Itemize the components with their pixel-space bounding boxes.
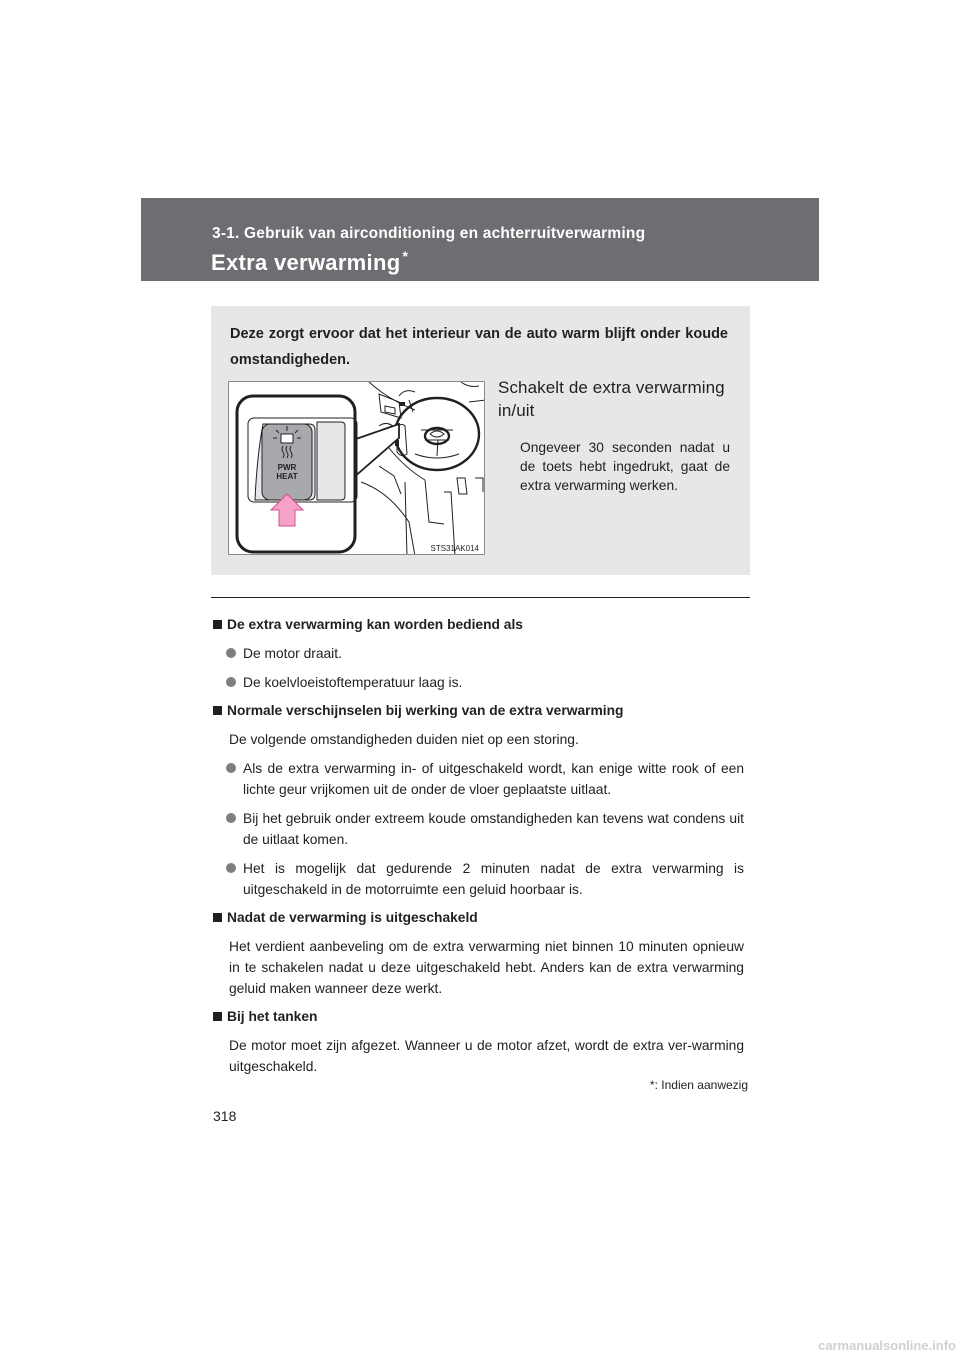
page-title <box>211 248 408 276</box>
footnote-text: : Indien aanwezig <box>654 1078 748 1092</box>
page-number: 318 <box>213 1108 237 1124</box>
list-item <box>213 672 744 693</box>
callout-title: Schakelt de extra verwarming in/uit <box>498 378 725 420</box>
square-bullet-icon <box>213 706 222 715</box>
list-item <box>213 808 744 850</box>
round-bullet-icon <box>226 648 236 658</box>
heading-text: De extra verwarming kan worden bediend als <box>227 617 523 632</box>
round-bullet-icon <box>226 813 236 823</box>
heading-text: Nadat de verwarming is uitgeschakeld <box>227 910 478 925</box>
paragraph: De motor moet zijn afgezet. Wanneer u de motor afzet, wordt de extra ver-warming uitgeschakeld. <box>229 1038 744 1074</box>
list-item <box>213 758 744 800</box>
callout-note: Ongeveer 30 seconden nadat u de toets hebt ingedrukt, gaat de extra verwarming werken. <box>520 440 730 493</box>
section-heading <box>213 908 744 928</box>
pwr-heat-illustration <box>228 381 485 555</box>
heat-label: HEAT <box>276 472 298 481</box>
square-bullet-icon <box>213 620 222 629</box>
pwr-label: PWR <box>277 463 297 472</box>
heading-text: Bij het tanken <box>227 1009 318 1024</box>
section-label: 3-1. Gebruik van airconditioning en achterruitverwarming <box>212 225 646 242</box>
footnote <box>650 1078 748 1092</box>
content <box>213 615 744 1085</box>
heading-text: Normale verschijnselen bij werking van de extra verwarming <box>227 703 624 718</box>
round-bullet-icon <box>226 677 236 687</box>
figure-code: STS31AK014 <box>430 544 479 553</box>
title-footnote-marker: * <box>402 248 409 264</box>
intro-text: Deze zorgt ervoor dat het interieur van de auto warm blijft onder koude omstandigheden. <box>230 326 728 368</box>
list-item <box>213 858 744 900</box>
section-heading <box>213 1007 744 1027</box>
list-item-text: Als de extra verwarming in- of uitgeschakeld wordt, kan enige witte rook of een lichte geur vrijkomen uit de onder de vloer geplaatste uitlaat. <box>243 761 744 797</box>
list-item <box>213 643 744 664</box>
list-item-text: Bij het gebruik onder extreem koude omstandigheden kan tevens wat condens uit de uitlaat komen. <box>243 811 744 847</box>
square-bullet-icon <box>213 1012 222 1021</box>
divider <box>211 597 750 598</box>
list-item-text: De motor draait. <box>243 646 342 661</box>
list-item-text: Het is mogelijk dat gedurende 2 minuten nadat de extra verwarming is uitgeschakeld in de motorruimte een geluid hoorbaar is. <box>243 861 744 897</box>
round-bullet-icon <box>226 863 236 873</box>
square-bullet-icon <box>213 913 222 922</box>
dashboard-figure <box>229 382 485 555</box>
watermark: carmanualsonline.info <box>818 1338 956 1353</box>
page-title-text: Extra verwarming <box>211 250 401 275</box>
list-item-text: De koelvloeistoftemperatuur laag is. <box>243 675 463 690</box>
paragraph: Het verdient aanbeveling om de extra verwarming niet binnen 10 minuten opnieuw in te schakelen nadat u deze uitgeschakeld hebt. Anders kan de extra verwarming geluid maken wanneer deze werkt. <box>229 939 744 996</box>
footnote-marker: * <box>649 1078 655 1092</box>
section-heading <box>213 615 744 635</box>
paragraph: De volgende omstandigheden duiden niet op een storing. <box>229 732 579 747</box>
round-bullet-icon <box>226 763 236 773</box>
section-heading <box>213 701 744 721</box>
